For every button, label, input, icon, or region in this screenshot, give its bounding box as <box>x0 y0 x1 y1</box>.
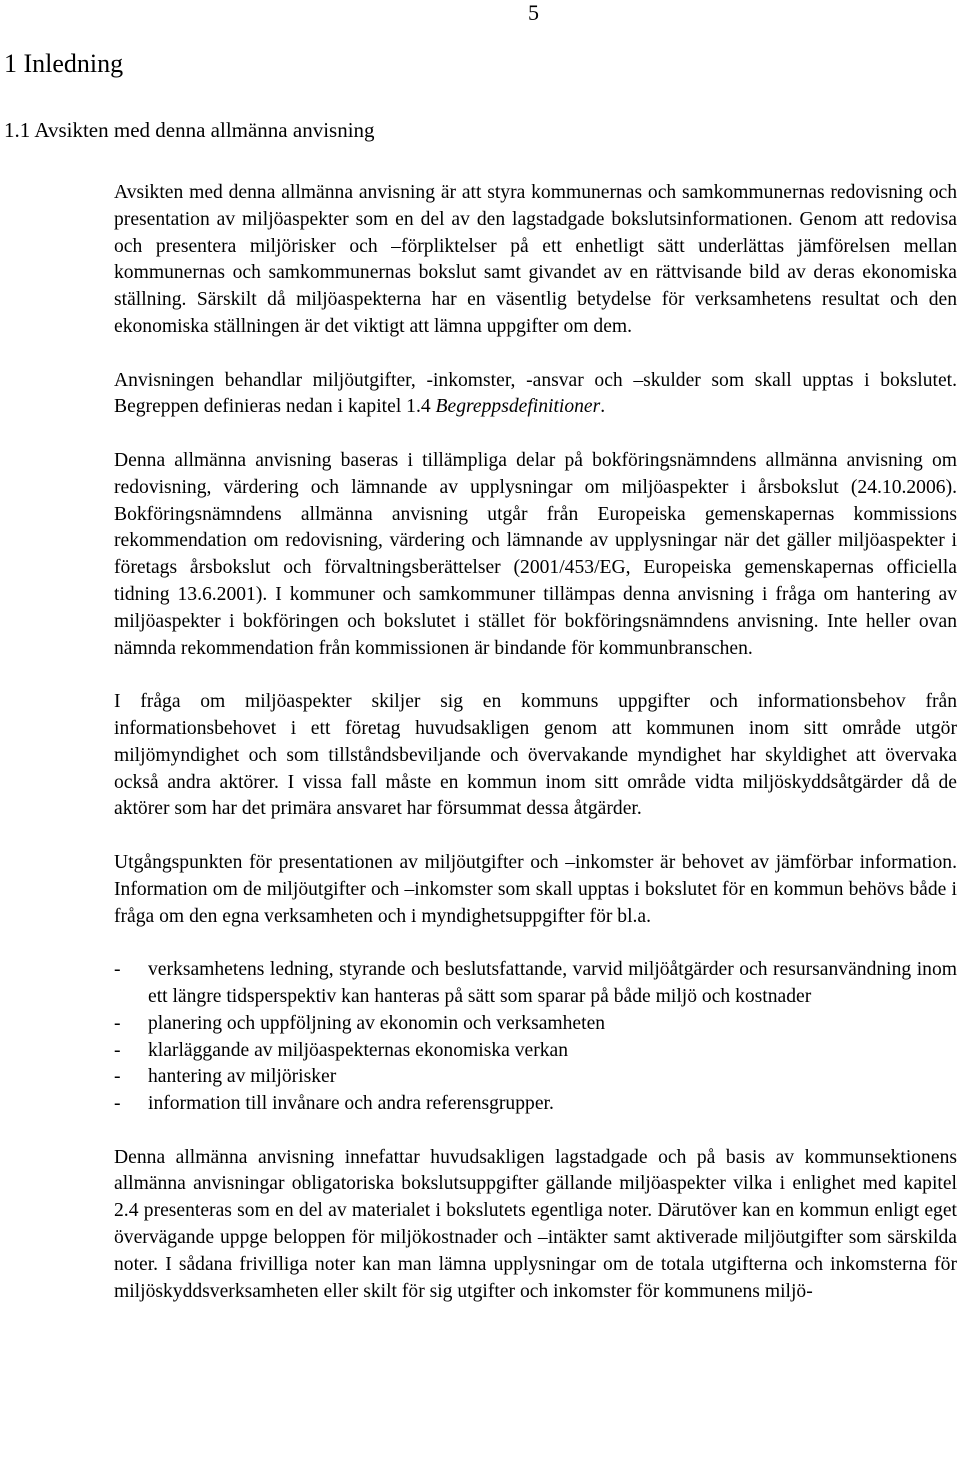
document-body <box>114 180 957 1332</box>
paragraph-starting-point: Utgångspunkten för presentationen av miljöutgifter och –inkomster är behovet av jämförbar information. Information om de miljöutgifter och –inkomster som skall upptas i bokslutet för en kommun behövs både i fråga om den egna verksamheten och i myndighetsuppgifter för bl.a. <box>114 851 957 927</box>
list-item-text: verksamhetens ledning, styrande och beslutsfattande, varvid miljöåtgärder och resursanvändning inom ett längre tidsperspektiv kan hanteras på sätt som sparar på både miljö och kostnader <box>148 959 957 1007</box>
paragraph-scope-end: . <box>600 396 606 418</box>
paragraph-basis: Denna allmänna anvisning baseras i tillämpliga delar på bokföringsnämndens allmänna anvisning om redovisning, värdering och lämnande av upplysningar om miljöaspekter i årsbokslut (24.10.2006). Bokföringsnämndens allmänna anvisning utgår från Europeiska gemenskapernas kommissions rekommendation om redovisning, värdering och lämnande av upplysningar när det gäller miljöaspekter i företags årsbokslut och förvaltningsberättelser (2001/453/EG, Europeiska gemenskapernas officiella tidning 13.6.2001). I kommuner och samkommuner tillämpas denna anvisning i fråga om hantering av miljöaspekter i bokföringen och bokslutet i stället för bokföringsnämndens anvisning. Inte heller ovan nämnda rekommendation från kommissionen är bindande för kommunbranschen. <box>114 449 957 659</box>
paragraph-purpose: Avsikten med denna allmänna anvisning är att styra kommunernas och samkommunernas redovisning och presentation av miljöaspekter som en del av den lagstadgade bokslutsinformationen. Genom att redovisa och presentera miljörisker och –förpliktelser på ett enhetligt sätt underlättas jämförelsen mellan kommunernas och samkommunernas bokslut samt givandet av en rättvisande bild av deras ekonomiska ställning. Särskilt då miljöaspekterna har en väsentlig betydelse för verksamhetens resultat och den ekonomiska ställningen är det viktigt att lämna uppgifter om dem. <box>114 182 957 337</box>
paragraph-scope-reference: Begreppsdefinitioner <box>435 396 601 418</box>
paragraph-scope <box>114 368 957 422</box>
list-dash: - <box>114 1039 121 1061</box>
list-dash: - <box>114 1093 121 1115</box>
list-dash: - <box>114 959 121 981</box>
list-item-text: information till invånare och andra referensgrupper. <box>148 1093 554 1115</box>
list-item <box>114 1011 957 1038</box>
list-item <box>114 957 957 1011</box>
paragraph-differences: I fråga om miljöaspekter skiljer sig en kommuns uppgifter och informationsbehov från informationsbehovet i ett företag huvudsakligen genom att kommunen inom sitt område utgör miljömyndighet och som tillståndsbeviljande och övervakande myndighet har skyldighet att övervaka också andra aktörer. I vissa fall måste en kommun inom sitt område vidta miljöskyddsåtgärder då de aktörer som har det primära ansvaret har försummat dessa åtgärder. <box>114 691 957 820</box>
section-heading: 1.1 Avsikten med denna allmänna anvisning <box>4 118 375 142</box>
list-dash: - <box>114 1066 121 1088</box>
bullet-list <box>114 957 957 1118</box>
list-item <box>114 1038 957 1065</box>
paragraph-contents: Denna allmänna anvisning innefattar huvudsakligen lagstadgade och på basis av kommunsektionens allmänna anvisningar obligatoriska bokslutsuppgifter gällande miljöaspekter vilka i enlighet med kapitel 2.4 presenteras som en del av materialet i bokslutets egentliga noter. Därutöver kan en kommun enligt eget övervägande uppge beloppen för miljökostnader och –intäkter samt aktiverade miljöutgifter som särskilda noter. I sådana frivilliga noter kan man lämna upplysningar om de totala utgifterna och inkomsterna för miljöskyddsverksamheten eller skilt för sig utgifter och inkomster för kommunens miljö- <box>114 1146 957 1302</box>
list-dash: - <box>114 1012 121 1034</box>
chapter-heading: 1 Inledning <box>4 49 124 78</box>
list-item-text: hantering av miljörisker <box>148 1066 337 1088</box>
list-item-text: klarläggande av miljöaspekternas ekonomiska verkan <box>148 1039 569 1061</box>
page-number: 5 <box>528 0 539 25</box>
list-item-text: planering och uppföljning av ekonomin och verksamheten <box>148 1012 606 1034</box>
list-item <box>114 1091 957 1118</box>
paragraph-scope-text: Anvisningen behandlar miljöutgifter, -inkomster, -ansvar och –skulder som skall upptas i bokslutet. Begreppen definieras nedan i kapitel 1.4 <box>114 369 957 418</box>
list-item <box>114 1064 957 1091</box>
